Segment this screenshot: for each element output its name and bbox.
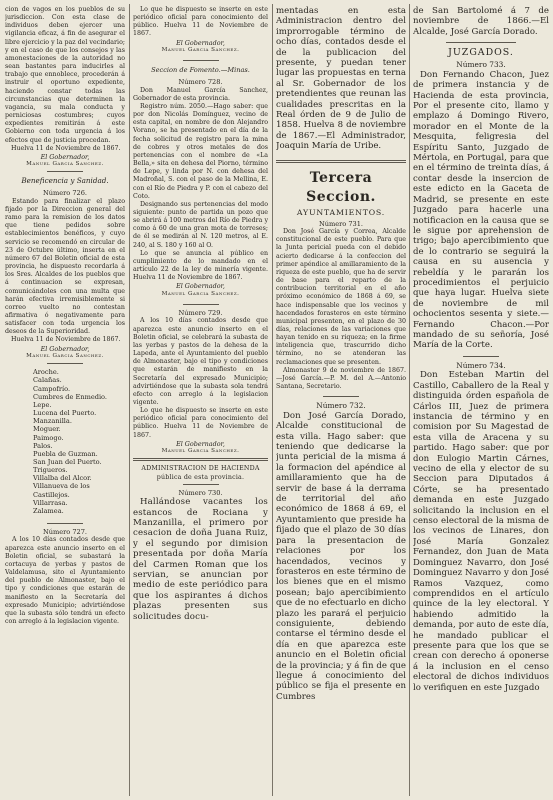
column-rule <box>272 4 273 796</box>
paragraph: Don José García y Correa, Alcalde constitucional de este pueblo. Para que la Junta pericial pueda con el debido acierto dedicarse á la confeccion del primer apéndice al amillaramiento de la riqueza de este pueblo, que ha de servir de base para el reparto de la contribucion territorial en el año próximo económico de 1868 á 69, se hace indispensable que los vecinos y hacendados forasteros en este término municipal presenten, en el plazo de 30 días, relaciones de las variaciones que hayan tenido en su riqueza; en la firme inteligencia que, trascurrido dicho término, no se atenderan las reclamaciones que se presenten. <box>276 228 406 366</box>
divider <box>323 396 359 397</box>
list-item: Moguer. <box>33 425 61 434</box>
list-item: Lepe. <box>33 400 52 409</box>
list-item: Villanueva de los Castillejos. <box>33 482 90 499</box>
paragraph: mentadas en esta Administracion dentro del improrrogable término de ocho días, contados desde el de la publicacion del presente, y puedan tener lugar las propuestas en terna al Sr. Gobernador de los pretendientes que reunan las cualidades prescritas en la Real órden de 9 de Julio de 1858. Huelva 8 de noviembre de 1867.—El Administrador, Joaquin María de Uribe. <box>276 6 406 152</box>
paragraph: Registro núm. 2050.—Hago saber: que por don Nicolás Domínguez, vecino de esta capital, en nombre de don Alejandro Vorano, se ha presentado en el día de la fecha solicitud de registro para la mina de cobres y otros metales de dos pertenencias con el nombre de «La Bella,» sita en dehesa del Piorno, término de Lepe, y linda por N. con dehesa del Madroñal, S. con el paso de la Mellina, E. con el Río de Piedra y P. con el cabezo del Coto. <box>133 102 268 200</box>
column-2 <box>133 6 268 622</box>
section-title: Beneficencia y Sanidad. <box>21 176 109 186</box>
signature-title: El Gobernador, <box>176 439 225 448</box>
list-item: Palos. <box>33 441 53 450</box>
notice-number: Número 732. <box>316 401 366 411</box>
paragraph: cion de vagos en los pueblos de su jurisdiccion. Con esta clase de individuos deben ejercer una vigilancia eficaz, á fin de asegurar el libre ejercicio y la paz del vecindario; y en el caso de que los consejos y las amonestaciones de la autoridad no sean bastantes para inducirles al trabajo que ennoblece, procederán á instruir el oportuno expediente, haciendo constar todas las circunstancias que determinen la vagancia, su mala conducta y perniciosas costumbres; cuyos expedientes remitirán á este Gobierno con toda urgencia á los efectos que de justicia procedan. <box>5 6 125 144</box>
paragraph: Lo que he dispuesto se inserte en este periódico oficial para conocimiento del público. Huelva 11 de Noviembre de 1867. <box>133 6 268 38</box>
divider <box>446 42 516 43</box>
signature-name: Manuel Garcia Sanchez. <box>161 290 240 297</box>
signature-name: Manuel Garcia Sanchez. <box>26 161 104 168</box>
paragraph: Lo que se anuncia al público en cumplimiento de lo mandado en el artículo 22 de la ley de minería vigente. Huelva 11 de Noviembre de 1867. <box>133 249 268 282</box>
notice-number: Número 730. <box>178 488 223 497</box>
section-title: Seccion de Fomento.—Minas. <box>151 66 250 75</box>
paragraph: de San Bartolomé á 7 de noviembre de 1866.—El Alcalde, José García Dorado. <box>413 6 549 37</box>
paragraph: Lo que he dispuesto se inserte en este periódico oficial para conocimiento del público. Huelva 11 de Noviembre de 1867. <box>133 407 268 439</box>
divider <box>183 60 219 61</box>
paragraph: A los 10 días contados desde que aparezca este anuncio inserto en el Boletin oficial, se celebrará la subasta de las yerbas y pastos de la dehesa de la Lapeda, ante el Ayuntamiento del pueblo de Almonaster, bajo el tipo y condiciones que estarán de manifiesto en la Secretaría del expresado Municipio; advirtiéndose que la subasta sola tendrá efecto con arreglo á la legislacion vigente. <box>133 317 268 406</box>
list-item: Manzanilla. <box>33 417 72 426</box>
paragraph: Don Fernando Chacon, Juez de primera instancia y de Hacienda de esta provincia, Por el presente cito, llamo y emplazo á Domingo Rivero, morador en el Monte de la Mesquita, feligresia del Espíritu Santo, Juzgado de Mértola, en Portugal, para que en el término de treinta días, á contar desde la insercion de este edicto en la Gaceta de Madrid, se presente en este Juzgado para hacerle una notificacion en la causa que se le sigue por aprehension de trigo; bajo apercibimiento que de lo contrario se seguirá la causa en su ausencia y rebeldía y le pararán los procedimientos el perjuicio que haya lugar. Huelva siete de noviembre de mil ochocientos sesenta y siete.—Fernando Chacon.—Por mandado de su señoría, José María de la Corte. <box>413 69 549 351</box>
list-item: San Juan del Puerto. <box>33 457 102 466</box>
list-item: Calañas. <box>33 376 62 385</box>
signature-name: Manuel Garcia Sanchez. <box>26 352 104 359</box>
notice-number: Número 729. <box>178 309 223 317</box>
paragraph: Don José García Dorado, Alcalde constitucional de esta villa. Hago saber: que teniendo que dedicarse la junta pericial de la misma á la formacion del apéndice al amillaramiento que ha de servir de base á la derrama de territorial del año económico de 1868 á 69, el Ayuntamiento que preside ha fijado que el plazo de 30 días para la presentacion de relaciones por los hacendados, vecinos y forasteros en este término de los bienes que en el mismo posean; bajo apercibimiento que de no efectuarlo en dicho plazo les parará el perjuicio consiguiente, debiendo contarse el término desde el día en que aparezca este anuncio en el Boletin oficial de la provincia; y á fin de que llegue á conocimiento del público se fija el presente en Cumbres <box>276 410 406 702</box>
signature-name: Manuel Garcia Sanchez. <box>161 447 240 454</box>
signature-title: El Gobernador, <box>176 38 225 47</box>
signature-name: Manuel Garcia Sanchez. <box>161 46 240 53</box>
divider <box>47 363 83 364</box>
paragraph: A los 10 días contados desde que aparezca este anuncio inserto en el Boletin oficial, se subastará la cortacuya de yerbas y pastos de Valdelamusa, sito el Ayuntamiento del pueblo de Almonaster, bajo el tipo y condiciones que estarán de manifiesto en la Secretaría del expresado Municipio; advirtiéndose que la subasta sólo tendrá un efecto con arreglo á la legislacion vigente. <box>5 536 125 626</box>
column-rule <box>409 4 410 796</box>
paragraph: Don Manuel García Sanchez, Gobernador de esta provincia. <box>133 86 268 102</box>
column-4 <box>413 6 549 693</box>
section-heading: Tercera Seccion. <box>306 169 376 205</box>
section-heading: JUZGADOS. <box>448 47 514 59</box>
list-item: Villarrasa. <box>33 498 68 507</box>
divider <box>47 523 83 524</box>
paragraph: Estando para finalizar el plazo fijado por la Direccion general del ramo para la remision de los datos que tiene pedidos sobre establecimientos benéficos, y cuyo servicio se recomendó en circular de 23 de Octubre último, inserta en el número 67 del Boletin oficial de esta provincia, he dispuesto recordarla á los Sres. Alcaldes de los pueblos que á continuacion se expresan, comunicándoles con una multa que harán efectiva irremisiblemente si correo vuelto no contestan afirmativa ó negativamente para satisfacer con toda urgencia los deseos de la Superioridad. <box>5 197 125 336</box>
notice-number: Número 726. <box>42 189 88 198</box>
section-subheading: AYUNTAMIENTOS. <box>296 207 386 217</box>
signature-title: El Gobernador, <box>40 152 90 161</box>
notice-number: Número 728. <box>178 78 223 87</box>
double-rule <box>276 160 406 163</box>
section-title: ADMINISTRACION DE HACIENDA pública de esta provincia. <box>141 465 260 481</box>
list-item: Zalamea. <box>33 506 64 515</box>
notice-number: Número 734. <box>456 360 506 370</box>
list-item: Cumbres de Enmedio. <box>33 392 108 401</box>
list-item: Aroche. <box>33 368 59 377</box>
column-3 <box>276 6 406 702</box>
notice-number: Número 731. <box>318 219 364 228</box>
paragraph: Don Esteban Martin del Castillo, Caballero de la Real y distinguida órden española de Cárlos III, Juez de primera instancia de término y en comision por Su Magestad de esta villa de Aracena y su partido. Hago saber: que por don Eulogio Martin Cárnes, vecino de ella y elector de su Seccion para Diputados á Córte, se ha presentado demanda en este Juzgado solicitando la inclusion en el censo electoral de la misma de los vecinos de Linares, don José María Gonzalez Fernandez, don Juan de Mata Dominguez Navarro, don José Dominguez Navarro y don José Ramos Vazquez, como comprendidos en el artículo quince de la ley electoral. Y habiendo admitido la demanda, por auto de este día, he mandado publicar el presente para que los que se crean con derecho á oponerse á la inclusion en el censo electoral de dichos individuos lo verifiquen en este Juzgado <box>413 370 549 693</box>
dateline: Huelva 11 de Noviembre de 1867. <box>11 144 121 152</box>
divider <box>463 356 499 357</box>
divider <box>183 304 219 305</box>
list-item: Villalba del Alcor. <box>33 474 92 483</box>
signature-title: El Gobernador, <box>176 282 225 291</box>
dateline: Huelva 11 de Noviembre de 1867. <box>11 336 121 344</box>
divider <box>47 171 83 172</box>
notice-number: Número 733. <box>456 60 506 70</box>
divider <box>183 484 219 485</box>
town-list <box>5 368 125 515</box>
paragraph: Almonaster 9 de noviembre de 1867.—José García.—P. M. del A.—Antonio Santana, Secretario. <box>276 366 406 391</box>
double-rule <box>133 458 268 461</box>
list-item: Puebla de Guzman. <box>33 449 98 458</box>
column-rule <box>129 4 130 796</box>
list-item: Campofrío. <box>33 384 71 393</box>
list-item: Trigueros. <box>33 466 68 475</box>
list-item: Lucena del Puerto. <box>33 409 97 418</box>
column-1 <box>5 6 125 626</box>
signature-title: El Gobernador, <box>40 344 90 353</box>
list-item: Paimogo. <box>33 433 64 442</box>
paragraph: Hallándose vacantes los estancos de Rociana y Manzanilla, el primero por cesacion de doña Juana Ruiz, y el segundo por dimision presentada por doña María del Carmen Roman que los servian, se anuncian por medio de este periódico para que los aspirantes á dichos plazas presenten sus solicitudes docu- <box>133 497 268 622</box>
notice-number: Número 727. <box>42 528 88 537</box>
paragraph: Designando sus pertenencias del modo siguiente: punto de partida un pozo que se abrirá á 100 metros del Río de Piedra y como á 60 de una gran mota de torreses; de él se medirán al N. 120 metros, al E. 240, al S. 180 y 160 al O. <box>133 200 268 249</box>
